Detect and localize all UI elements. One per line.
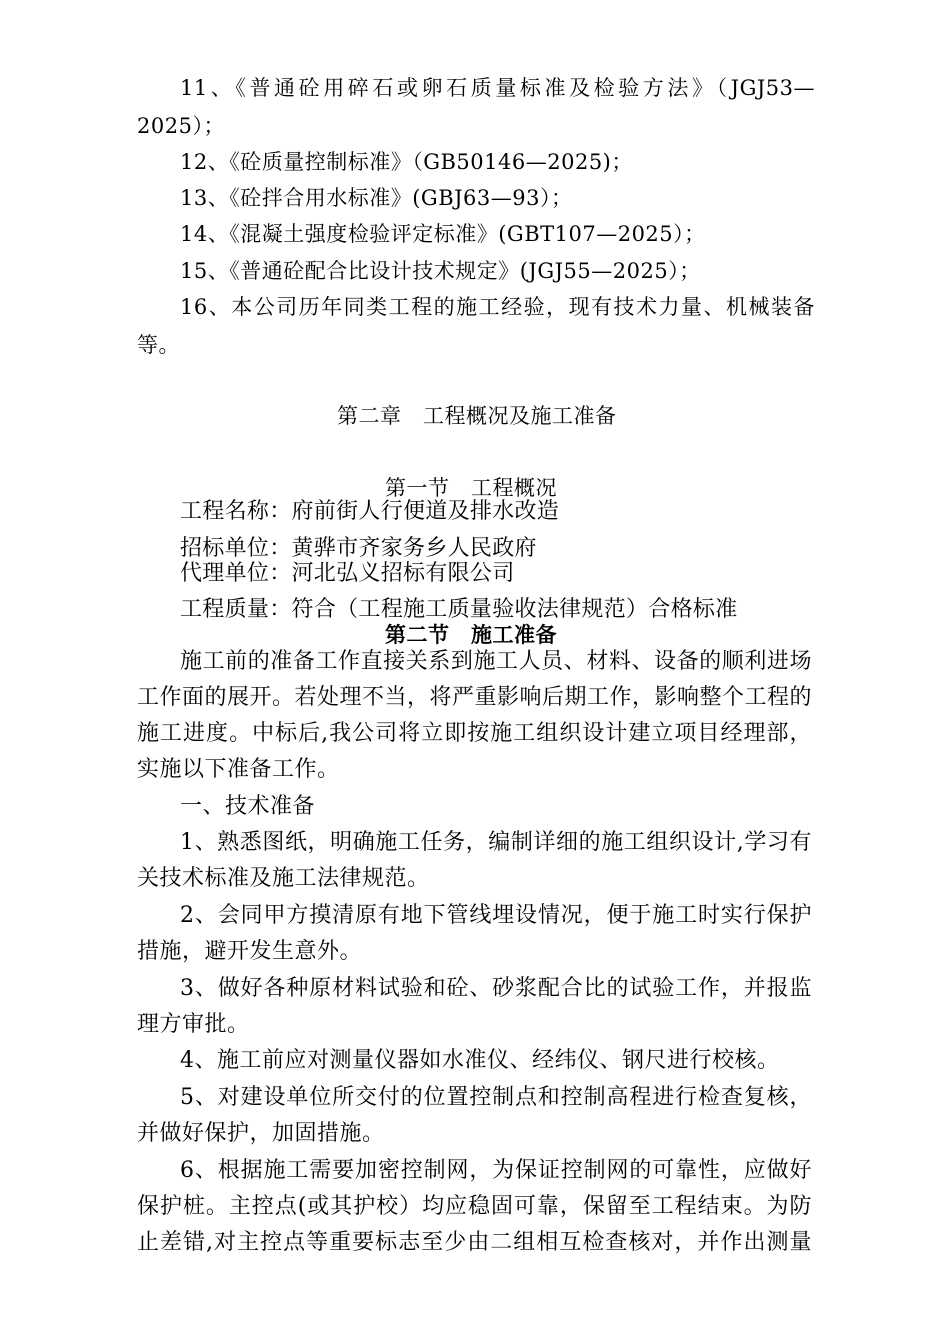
tender-unit: 招标单位：黄骅市齐家务乡人民政府	[180, 536, 537, 561]
prep-item-3-line1: 3、做好各种原材料试验和砼、砂浆配合比的试验工作，并报监	[180, 976, 812, 1001]
agent-unit: 代理单位：河北弘义招标有限公司	[180, 561, 515, 586]
intro-line-2: 工作面的展开。若处理不当，将严重影响后期工作，影响整个工程的	[137, 685, 813, 710]
prep-item-5-line2: 并做好保护，加固措施。	[137, 1121, 385, 1146]
chapter-title: 第二章 工程概况及施工准备	[337, 404, 617, 428]
prep-item-5-line1: 5、对建设单位所交付的位置控制点和控制高程进行检查复核，	[180, 1085, 812, 1110]
reference-item-15: 15、《普通砼配合比设计技术规定》(JGJ55—2025）；	[180, 259, 701, 283]
prep-item-6-line3: 止差错,对主控点等重要标志至少由二组相互检查核对，并作出测量	[137, 1230, 812, 1255]
prep-item-3-line2: 理方审批。	[137, 1012, 250, 1037]
tech-prep-heading: 一、技术准备	[180, 794, 316, 819]
prep-item-2-line1: 2、会同甲方摸清原有地下管线埋设情况，便于施工时实行保护	[180, 903, 812, 928]
prep-item-4: 4、施工前应对测量仪器如水准仪、经纬仪、钢尺进行校核。	[180, 1048, 780, 1073]
section1-title: 第一节 工程概况	[385, 476, 557, 500]
reference-item-11-line2: 2025）；	[137, 114, 225, 138]
reference-item-16-line2: 等。	[137, 333, 180, 357]
prep-item-2-line2: 措施，避开发生意外。	[137, 939, 363, 964]
prep-item-1-line2: 关技术标准及施工法律规范。	[137, 866, 430, 891]
prep-item-1-line1: 1、熟悉图纸，明确施工任务，编制详细的施工组织设计,学习有	[180, 830, 812, 855]
reference-item-16-line1: 16、本公司历年同类工程的施工经验，现有技术力量、机械装备	[180, 295, 815, 319]
reference-item-14: 14、《混凝土强度检验评定标准》(GBT107—2025）；	[180, 222, 706, 246]
prep-item-6-line1: 6、根据施工需要加密控制网，为保证控制网的可靠性，应做好	[180, 1158, 812, 1183]
intro-line-3: 施工进度。中标后,我公司将立即按施工组织设计建立项目经理部，	[137, 721, 812, 746]
reference-item-12: 12、《砼质量控制标准》（GB50146—2025)；	[180, 150, 633, 174]
section2-title: 第二节 施工准备	[385, 622, 557, 647]
reference-item-11-line1: 11、《普通砼用碎石或卵石质量标准及检验方法》（JGJ53—	[180, 76, 815, 100]
reference-item-13: 13、《砼拌合用水标准》(GBJ63—93）；	[180, 186, 573, 210]
intro-line-4: 实施以下准备工作。	[137, 757, 340, 782]
intro-line-1: 施工前的准备工作直接关系到施工人员、材料、设备的顺利进场	[180, 649, 812, 674]
prep-item-6-line2: 保护桩。主控点(或其护校）均应稳固可靠，保留至工程结束。为防	[137, 1194, 812, 1219]
project-name: 工程名称：府前街人行便道及排水改造	[180, 499, 560, 524]
quality-standard: 工程质量：符合（工程施工质量验收法律规范）合格标准	[180, 597, 738, 622]
